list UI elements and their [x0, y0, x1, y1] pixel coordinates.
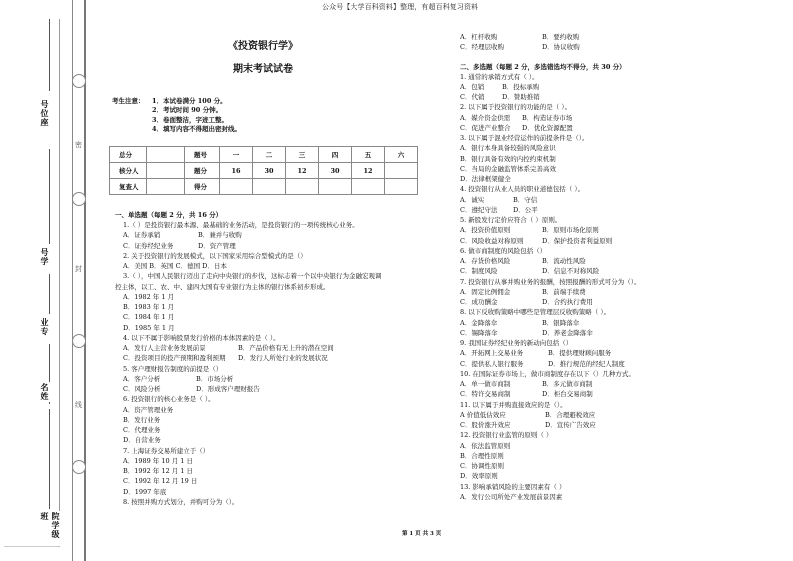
major-label: 业专	[40, 318, 50, 336]
question-line: C．当局的金融监管体系完善高效	[460, 164, 556, 173]
option: C．遵纪守法	[460, 205, 498, 214]
header-note: 公众号【大学百科资料】整理，有超百科复习资料	[322, 3, 479, 11]
score-cell: 30	[253, 163, 286, 179]
option-row	[460, 42, 720, 52]
option: D．柜台交易商制	[542, 390, 593, 399]
option: A．固定比例佣金	[460, 287, 511, 296]
score-table-row	[110, 179, 418, 195]
question-line: 12. 投资银行业监管的原则（ ）	[460, 431, 553, 440]
score-cell: 16	[220, 163, 253, 179]
option: A．包销	[460, 82, 485, 91]
question-line: 6. 投资银行的核心业务是（ ）。	[123, 395, 215, 404]
question-line: C．1984 年 1 月	[123, 313, 175, 322]
binding-line	[49, 409, 50, 509]
option: D．协议收购	[542, 43, 580, 52]
question-line: 8. 以下反收购策略中哪些是管理层反收购策略（ ）。	[460, 308, 611, 317]
score-cell: 六	[385, 147, 418, 163]
binding-line	[49, 19, 50, 91]
score-table-row	[110, 163, 418, 179]
option: C．提供私人银行服务	[460, 359, 524, 368]
option-row	[460, 236, 720, 246]
question-line: A．银行本身具备较强的风险意识	[460, 144, 556, 153]
option: A．诚实	[460, 195, 485, 204]
option-row	[460, 348, 720, 358]
option: D．形成客户理财报告	[196, 385, 260, 393]
option: C．制度风险	[460, 267, 498, 276]
question-line: D．自营业务	[123, 436, 161, 445]
option-row	[460, 205, 720, 215]
option: C．特许交易商制	[460, 390, 511, 399]
score-cell: 题分	[185, 163, 220, 179]
option: C．促进产业整合	[460, 123, 511, 132]
name-label: 名姓	[40, 383, 50, 401]
option: D．公平	[513, 205, 538, 214]
question-line: B．1992 年 12 月 1 日	[123, 467, 194, 475]
option: D．养老金降落伞	[542, 328, 593, 337]
score-cell	[220, 179, 253, 195]
question-line: 9. 我国证券经纪业务的新动向包括（）	[460, 339, 573, 347]
option: C．证券经纪业务	[123, 241, 174, 250]
question-line: 2. 关于投资银行的发展模式，以下国家采用综合型模式的是（）	[123, 251, 307, 260]
option: A 价值低估效应	[460, 410, 506, 419]
seal-hole	[72, 460, 86, 474]
course-title: 《投资银行学》	[228, 41, 298, 52]
option: B．投标承购	[502, 82, 540, 91]
score-cell: 得分	[185, 179, 220, 195]
section-title-single-choice: 一、单选题（每题 2 分，共 16 分）	[115, 211, 223, 219]
section-title-multiple-choice: 二、多选题（每题 2 分，多选错选均不得分，共 30 分）	[460, 62, 626, 71]
score-cell	[147, 147, 185, 163]
score-table-row	[110, 147, 418, 163]
seal-char: 线	[75, 401, 82, 409]
question-line: D．1997 年底	[123, 487, 167, 496]
score-cell: 30	[319, 163, 352, 179]
option-row	[460, 113, 720, 123]
question-line: 8. 按照并购方式划分，并购可分为（）。	[123, 497, 239, 506]
question-line: B．发行业务	[123, 415, 161, 424]
seal-char: 封	[75, 265, 82, 273]
question-line: 13. 影响承销风险的主要因素有（ ）	[460, 482, 566, 491]
seal-hole	[72, 192, 86, 206]
seat-number-label: 号位座	[40, 100, 50, 127]
option: A．发行人主营业务发展前景	[123, 344, 206, 352]
question-line: C．协调性原则	[460, 462, 504, 470]
option: D．优化资源配置	[522, 123, 573, 132]
option-row	[115, 374, 415, 384]
seal-hole	[72, 334, 86, 348]
question-line: 10. 在国际证券市场上，做市商制度存在以下（）几种方式。	[460, 369, 635, 378]
option: B．银降落伞	[542, 318, 580, 327]
question-line: A．资产管理业务	[123, 405, 174, 414]
question-line: 11. 以下属于并购直接效应的是（）。	[460, 400, 567, 409]
option-row	[115, 241, 415, 251]
option: B．流动性风险	[542, 257, 586, 265]
option: C．代销	[460, 93, 485, 101]
question-line: C．1992 年 12 月 19 日	[123, 477, 198, 486]
score-cell: 复查人	[110, 179, 147, 195]
question-line: A．发行公司所处产业发展前景因素	[460, 492, 563, 501]
option: D．宣传广告效应	[545, 421, 596, 429]
binding-line	[49, 274, 50, 314]
option: B．原则市场化原则	[542, 226, 599, 235]
option: A．媒介资金供需	[460, 113, 511, 122]
option: B．提供理财顾问服务	[548, 349, 612, 358]
notice-line: 3．卷面整洁，字迹工整。	[152, 115, 229, 124]
notice-label: 考生注意：	[112, 97, 145, 105]
option: A．单一做市商制	[460, 380, 511, 388]
option: C．投资项目的投产预期和盈利预期	[123, 354, 226, 363]
option-row	[460, 318, 720, 328]
question-line: 6. 做市商制度的风险包括（）	[460, 246, 547, 255]
question-line: 1.（ ）是投资银行最本源、最基础的业务活动，是投资银行的一项传统核心业务。	[123, 221, 359, 229]
option: A．证券承销	[123, 231, 161, 240]
question-line: 3.（ ），中国人民银行迈出了走向中央银行的步伐，这标志着一个以中央银行为金融宏观调	[123, 272, 382, 281]
score-cell: 五	[352, 147, 385, 163]
notice-line: 4．填写内容不得超出密封线。	[152, 124, 242, 133]
option-row	[460, 379, 720, 389]
score-cell: 核分人	[110, 163, 147, 179]
score-cell	[147, 179, 185, 195]
option-row	[460, 359, 720, 369]
option-row	[460, 123, 720, 133]
option-row	[460, 328, 720, 338]
option: B．要约收购	[542, 33, 580, 41]
option: D．推行规范的经纪人制度	[548, 359, 625, 368]
question-line: D．法律框架健全	[460, 175, 511, 183]
option-row	[460, 297, 720, 307]
option: A．开拓网上交易业务	[460, 349, 524, 358]
option: B．多元做市商制	[542, 380, 593, 388]
option-row	[115, 384, 415, 394]
score-cell: 12	[352, 163, 385, 179]
notice-line: 考生注意： 1．本试卷满分 100 分。	[112, 97, 227, 105]
option-row	[460, 287, 720, 297]
option: A．杠杆收购	[460, 33, 498, 41]
option: D．合约执行费用	[542, 298, 593, 306]
question-line: 控主体，以工、农、中、建四大国有专业银行为主体的银行体系初步形成。	[115, 282, 330, 291]
question-line: B．合理性原则	[460, 451, 504, 460]
question-line: A．1982 年 1 月	[123, 292, 175, 301]
binding-line	[49, 149, 50, 244]
score-table	[109, 146, 418, 195]
option-row	[460, 225, 720, 235]
question-line: B．银行具备有效的内控约束机制	[460, 154, 556, 163]
score-cell	[286, 179, 319, 195]
notice-line: 2．考试时间 90 分钟。	[152, 106, 223, 115]
page-footer: 第 1 页 共 3 页	[402, 531, 442, 537]
score-cell: 12	[286, 163, 319, 179]
option: A．客户分析	[123, 374, 161, 383]
question-line: 5. 客户理财报告制度的前提是（）	[123, 364, 223, 373]
option-row	[460, 389, 720, 399]
question-line: 4. 以下不属于影响股票发行价格的本体因素的是（ ）。	[123, 333, 280, 342]
option-row	[460, 256, 720, 266]
question-line: A．依法监管原则	[460, 441, 511, 450]
option: C．风险分析	[123, 385, 161, 393]
option: B．守信	[513, 195, 538, 204]
score-cell	[385, 179, 418, 195]
question-line: 5. 新股发行定价应符合（ ）原则。	[460, 216, 562, 224]
question-line: B．1983 年 1 月	[123, 303, 175, 311]
score-cell	[385, 163, 418, 179]
score-cell: 总分	[110, 147, 147, 163]
right-column	[460, 32, 720, 502]
student-id-label: 号学	[40, 248, 50, 266]
option: D．信息不对称风险	[542, 267, 600, 276]
option: B．市场分析	[196, 374, 234, 383]
option: C．股价涨升效应	[460, 421, 511, 429]
score-cell	[253, 179, 286, 195]
option-row	[115, 353, 415, 363]
score-cell: 二	[253, 147, 286, 163]
option-row	[460, 420, 720, 430]
left-column	[115, 210, 415, 507]
score-cell: 一	[220, 147, 253, 163]
score-cell: 四	[319, 147, 352, 163]
seal-strip	[72, 0, 86, 561]
option: B．构造证券市场	[522, 113, 573, 122]
option: C．风险收益对称原则	[460, 236, 524, 245]
question-line: 7. 上海证券交易所建立于（）	[123, 446, 210, 455]
question-line: A．1989 年 10 月 1 日	[123, 456, 193, 465]
option: B．兼并与收购	[198, 231, 242, 240]
option: A．金降落伞	[460, 318, 498, 327]
option: D．赞助推销	[502, 93, 540, 101]
question-line: A．美国 B．英国 C．德国 D．日本	[123, 262, 227, 270]
option-row	[115, 343, 415, 353]
option: B．合理避税效应	[545, 410, 596, 419]
score-cell: 三	[286, 147, 319, 163]
option: D．保护投资者利益原则	[542, 236, 613, 245]
option-row	[460, 195, 720, 205]
option-row	[460, 410, 720, 420]
score-cell	[147, 163, 185, 179]
option: B．产品价格有无上升的潜在空间	[238, 344, 334, 352]
seal-hole	[72, 74, 86, 88]
option: C．成功酬金	[460, 298, 498, 306]
score-cell: 题号	[185, 147, 220, 163]
score-cell	[352, 179, 385, 195]
question-line: 1. 通常的承销方式有（ ）。	[460, 72, 539, 81]
seal-char: 密	[75, 141, 82, 149]
question-line: D．效率原则	[460, 472, 498, 481]
option: A．存货价格风险	[460, 257, 511, 265]
option: C．经理层收购	[460, 43, 504, 52]
option-row	[460, 92, 720, 102]
question-line: 2. 以下属于投资银行的功能的是（ ）。	[460, 103, 572, 112]
option: D．资产管理	[198, 241, 236, 250]
score-cell	[319, 179, 352, 195]
option-row	[460, 32, 720, 42]
option: D．发行人所处行业的发展状况	[238, 354, 328, 363]
binding-margin	[4, 19, 60, 547]
option-row	[115, 230, 415, 240]
option: C．锡降落伞	[460, 328, 498, 337]
option: B．前端手续费	[542, 287, 586, 296]
exam-notice	[112, 97, 241, 134]
question-line: D．1985 年 1 月	[123, 323, 175, 332]
class-label: 院学级班	[40, 511, 62, 546]
question-line: 4. 投资银行从业人员的职业道德包括（ ）。	[460, 185, 585, 194]
exam-title: 期末考试试卷	[233, 64, 293, 75]
question-line: 7. 投资银行从事并购业务的报酬，按照报酬的形式可分为（）。	[460, 277, 641, 286]
option-row	[460, 266, 720, 276]
question-line: C．代理业务	[123, 426, 161, 434]
question-line: 3. 以下属于混业经营运作的前提条件是（）。	[460, 134, 589, 142]
option: A．投资价值原则	[460, 226, 511, 235]
option-row	[460, 82, 720, 92]
